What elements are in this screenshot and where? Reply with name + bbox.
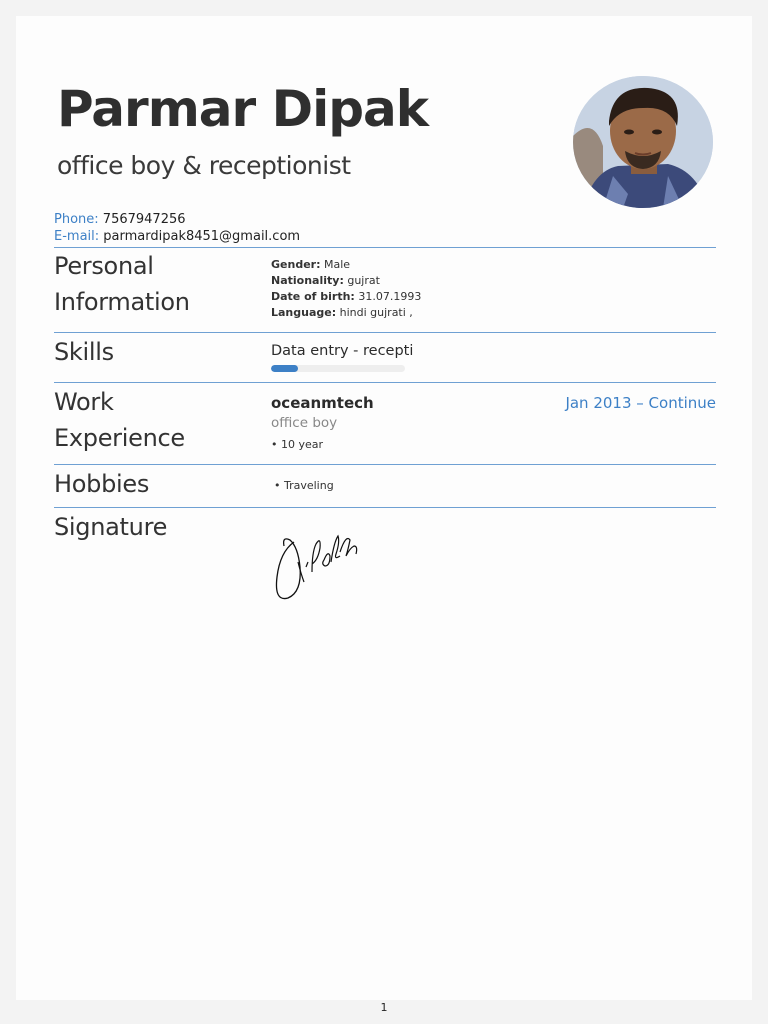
gender-value: Male xyxy=(323,258,351,271)
person-portrait-icon xyxy=(573,76,713,208)
section-divider xyxy=(54,507,716,508)
page-number: 1 xyxy=(380,1001,388,1014)
email-label: E-mail: xyxy=(54,229,100,244)
phone-label: Phone: xyxy=(54,212,99,227)
dob-value: 31.07.1993 xyxy=(358,290,422,303)
profile-photo xyxy=(573,76,713,208)
language-label: Language: xyxy=(271,306,337,319)
signature-heading: Signature xyxy=(54,513,168,541)
work-experience-heading xyxy=(54,384,185,456)
hobby-item: • Traveling xyxy=(274,479,334,492)
candidate-name: Parmar Dipak xyxy=(57,80,429,138)
language-line xyxy=(271,305,413,321)
skill-name: Data entry - recepti xyxy=(271,343,414,359)
company-name: oceanmtech xyxy=(271,394,374,412)
section-divider xyxy=(54,382,716,383)
email-line xyxy=(54,229,300,244)
nationality-value: gujrat xyxy=(347,274,380,287)
nationality-line xyxy=(271,273,380,289)
job-position: office boy xyxy=(271,415,338,431)
section-divider xyxy=(54,464,716,465)
personal-heading-line1: Personal xyxy=(54,252,154,280)
phone-line xyxy=(54,212,186,227)
section-divider xyxy=(54,332,716,333)
employment-dates: Jan 2013 – Continue xyxy=(565,394,716,412)
candidate-role: office boy & receptionist xyxy=(57,151,351,180)
skill-level-bar xyxy=(271,365,405,372)
signature-image xyxy=(268,522,368,606)
personal-heading-line2: Information xyxy=(54,288,190,316)
dob-label: Date of birth: xyxy=(271,290,355,303)
gender-line xyxy=(271,257,350,273)
work-heading-line1: Work xyxy=(54,388,114,416)
language-value: hindi gujrati , xyxy=(339,306,413,319)
email-value: parmardipak8451@gmail.com xyxy=(103,229,301,244)
phone-value: 7567947256 xyxy=(102,212,186,227)
dob-line xyxy=(271,289,421,305)
hobbies-heading: Hobbies xyxy=(54,470,150,498)
skills-heading: Skills xyxy=(54,338,114,366)
nationality-label: Nationality: xyxy=(271,274,344,287)
personal-info-heading xyxy=(54,248,190,320)
experience-bullet: • 10 year xyxy=(271,438,324,451)
gender-label: Gender: xyxy=(271,258,321,271)
work-heading-line2: Experience xyxy=(54,424,185,452)
skill-level-fill xyxy=(271,365,298,372)
